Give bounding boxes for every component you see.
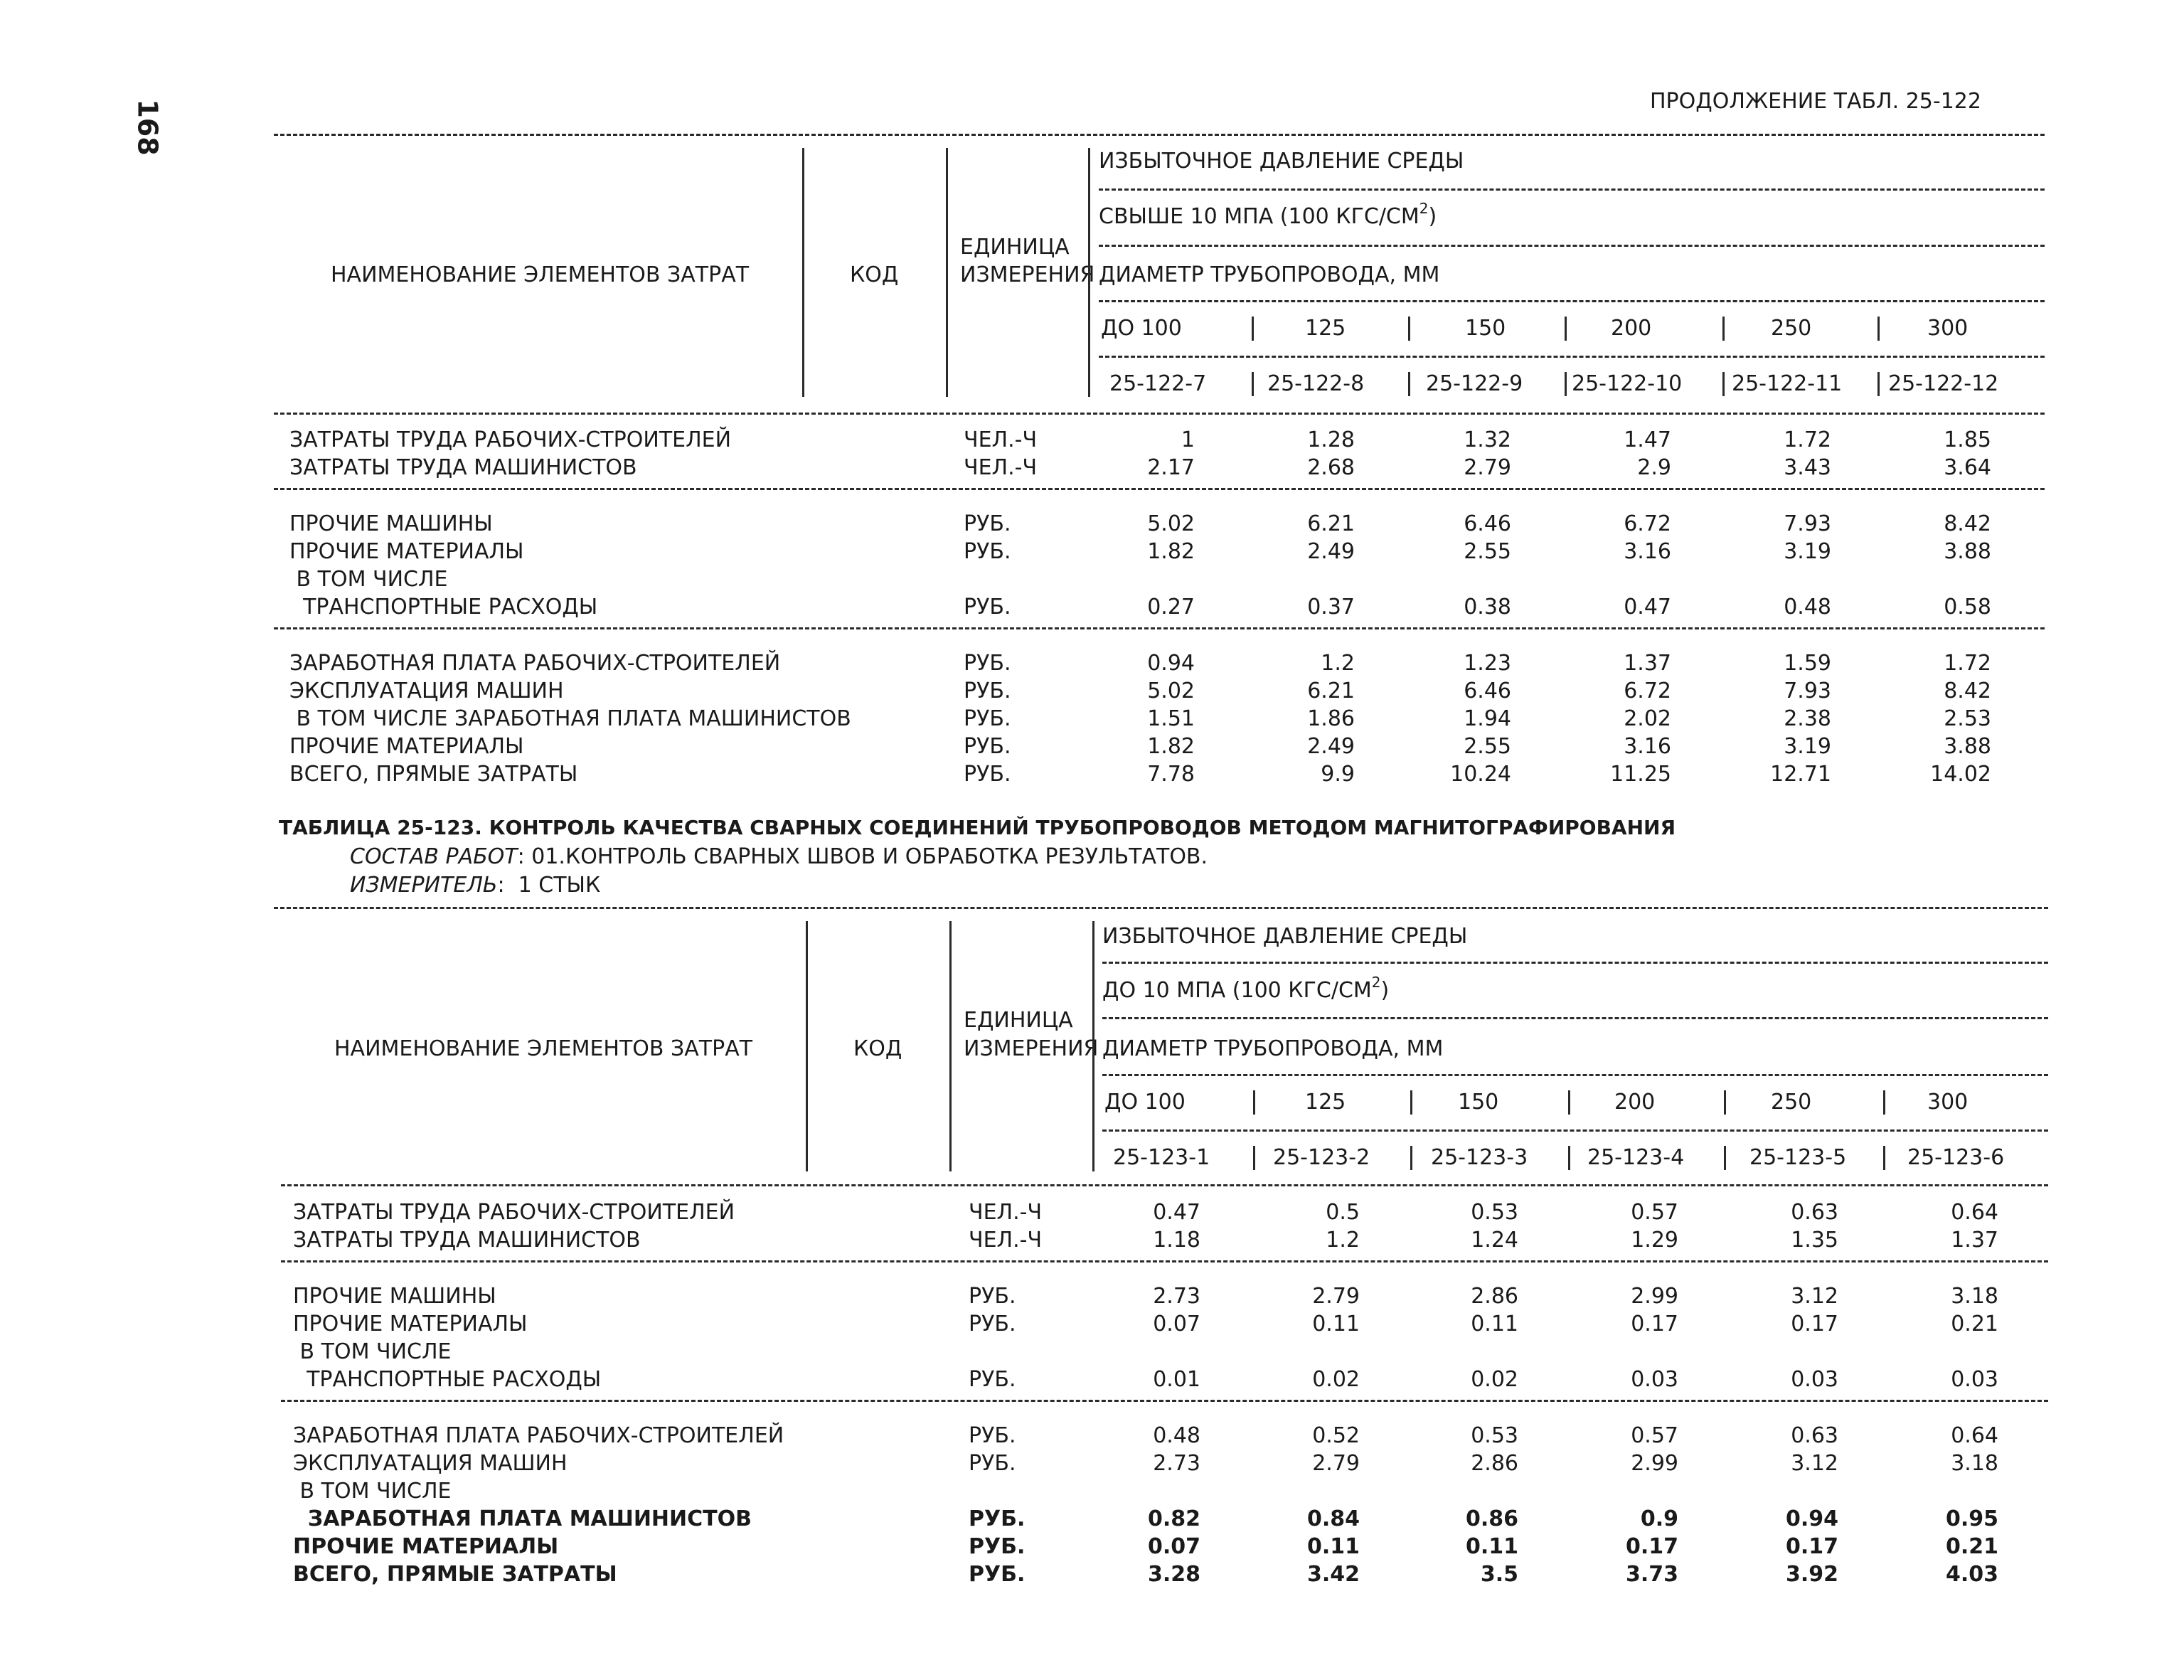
diameter-separator — [1410, 1090, 1412, 1115]
rule — [1102, 1074, 2048, 1076]
row-value: 6.72 — [1624, 511, 1671, 536]
row-value: 6.46 — [1464, 679, 1511, 703]
row-value: 2.99 — [1631, 1451, 1678, 1476]
row-value: 0.48 — [1153, 1423, 1200, 1448]
row-name: ТРАНСПОРТНЫЕ РАСХОДЫ — [289, 595, 598, 620]
code-label: 25-123-4 — [1587, 1145, 1685, 1170]
row-value: 0.57 — [1631, 1423, 1678, 1448]
row-value: 1.72 — [1944, 651, 1991, 676]
header-code-col: КОД — [850, 262, 899, 287]
diameter-separator — [1568, 1090, 1570, 1115]
row-value: 0.48 — [1784, 595, 1831, 620]
header-code-col: КОД — [853, 1036, 902, 1061]
row-name: В ТОМ ЧИСЛЕ — [293, 1479, 452, 1504]
row-value: 3.16 — [1624, 539, 1671, 564]
row-name: ВСЕГО, ПРЯМЫЕ ЗАТРАТЫ — [293, 1562, 617, 1587]
code-separator — [1722, 372, 1725, 396]
row-value: 2.73 — [1153, 1284, 1200, 1309]
row-value: 2.38 — [1784, 706, 1831, 731]
row-value: 7.93 — [1784, 511, 1831, 536]
row-value: 0.38 — [1464, 595, 1511, 620]
row-value: 0.21 — [1951, 1312, 1998, 1336]
row-value: 2.55 — [1464, 734, 1511, 759]
row-value: 5.02 — [1147, 679, 1195, 703]
continuation-label: ПРОДОЛЖЕНИЕ ТАБЛ. 25-122 — [1650, 89, 1981, 114]
row-value: 0.11 — [1465, 1534, 1518, 1559]
row-unit: РУБ. — [964, 651, 1011, 676]
row-value: 3.19 — [1784, 539, 1831, 564]
row-value: 11.25 — [1610, 762, 1671, 787]
row-value: 1.18 — [1153, 1228, 1200, 1253]
row-value: 0.03 — [1631, 1367, 1678, 1392]
row-value: 2.49 — [1307, 734, 1355, 759]
code-separator — [1565, 372, 1567, 396]
row-unit: РУБ. — [964, 706, 1011, 731]
row-value: 0.52 — [1312, 1423, 1360, 1448]
row-value: 0.82 — [1147, 1506, 1200, 1531]
col-separator — [949, 921, 952, 1171]
header-pressure: ИЗБЫТОЧНОЕ ДАВЛЕНИЕ СРЕДЫ — [1102, 924, 1468, 949]
rule — [1099, 356, 2045, 358]
row-value: 1.32 — [1464, 427, 1511, 452]
header-name-col: НАИМЕНОВАНИЕ ЭЛЕМЕНТОВ ЗАТРАТ — [334, 1036, 753, 1061]
row-name: ПРОЧИЕ МАТЕРИАЛЫ — [293, 1534, 559, 1559]
row-name: ПРОЧИЕ МАШИНЫ — [293, 1284, 496, 1309]
rule — [1102, 1017, 2048, 1019]
row-value: 2.02 — [1624, 706, 1671, 731]
row-value: 0.01 — [1153, 1367, 1200, 1392]
diameter-label: 150 — [1458, 1090, 1499, 1115]
row-value: 1.35 — [1791, 1228, 1838, 1253]
rule — [1099, 245, 2045, 247]
row-value: 0.11 — [1306, 1534, 1360, 1559]
row-value: 1.47 — [1624, 427, 1671, 452]
code-label: 25-123-5 — [1749, 1145, 1847, 1170]
rule — [1102, 1129, 2048, 1132]
diameter-label: 125 — [1305, 316, 1346, 341]
row-name: ПРОЧИЕ МАТЕРИАЛЫ — [289, 734, 524, 759]
row-value: 2.99 — [1631, 1284, 1678, 1309]
row-value: 7.93 — [1784, 679, 1831, 703]
rule — [274, 488, 2045, 490]
code-separator — [1253, 1146, 1255, 1170]
row-value: 0.03 — [1791, 1367, 1838, 1392]
row-value: 12.71 — [1770, 762, 1831, 787]
row-value: 0.27 — [1147, 595, 1195, 620]
diameter-separator — [1565, 317, 1567, 341]
row-value: 0.64 — [1951, 1200, 1998, 1225]
row-value: 14.02 — [1930, 762, 1991, 787]
row-value: 1.94 — [1464, 706, 1511, 731]
work-composition: СОСТАВ РАБОТ: 01.КОНТРОЛЬ СВАРНЫХ ШВОВ И ОБРАБОТКА РЕЗУЛЬТАТОВ. — [350, 844, 1208, 869]
code-label: 25-123-6 — [1907, 1145, 2005, 1170]
row-unit: ЧЕЛ.-Ч — [969, 1228, 1043, 1253]
row-value: 0.11 — [1471, 1312, 1518, 1336]
code-label: 25-122-7 — [1109, 371, 1207, 396]
row-value: 0.5 — [1326, 1200, 1360, 1225]
row-value: 3.16 — [1624, 734, 1671, 759]
row-value: 0.07 — [1153, 1312, 1200, 1336]
row-value: 3.12 — [1791, 1284, 1838, 1309]
page-number: 168 — [132, 99, 164, 156]
rule — [274, 413, 2045, 415]
rule — [1099, 300, 2045, 302]
row-value: 2.86 — [1471, 1451, 1518, 1476]
row-value: 1.2 — [1321, 651, 1355, 676]
rule — [1102, 962, 2048, 964]
header-unit-col-1: ЕДИНИЦА — [964, 1008, 1073, 1033]
row-value: 6.46 — [1464, 511, 1511, 536]
header-pressure-range: ДО 10 МПА (100 КГС/$СМ^2$) — [1102, 974, 1390, 1003]
row-value: 1.72 — [1784, 427, 1831, 452]
row-value: 3.5 — [1480, 1562, 1518, 1587]
row-name: ЭКСПЛУАТАЦИЯ МАШИН — [289, 679, 564, 703]
diameter-separator — [1883, 1090, 1885, 1115]
row-name: ЗАРАБОТНАЯ ПЛАТА РАБОЧИХ-СТРОИТЕЛЕЙ — [293, 1423, 784, 1448]
row-value: 2.68 — [1307, 455, 1355, 480]
row-value: 2.79 — [1312, 1451, 1360, 1476]
row-value: 2.9 — [1637, 455, 1671, 480]
row-value: 3.18 — [1951, 1284, 1998, 1309]
diameter-label: 200 — [1611, 316, 1652, 341]
row-name: ПРОЧИЕ МАШИНЫ — [289, 511, 493, 536]
row-unit: РУБ. — [964, 539, 1011, 564]
row-name: В ТОМ ЧИСЛЕ ЗАРАБОТНАЯ ПЛАТА МАШИНИСТОВ — [289, 706, 851, 731]
row-value: 0.47 — [1624, 595, 1671, 620]
row-value: 3.88 — [1944, 734, 1991, 759]
row-value: 8.42 — [1944, 511, 1991, 536]
row-name: ЗАРАБОТНАЯ ПЛАТА МАШИНИСТОВ — [293, 1506, 752, 1531]
row-value: 0.57 — [1631, 1200, 1678, 1225]
rule — [274, 134, 2045, 136]
row-value: 0.37 — [1307, 595, 1355, 620]
row-value: 5.02 — [1147, 511, 1195, 536]
row-name: ТРАНСПОРТНЫЕ РАСХОДЫ — [293, 1367, 602, 1392]
row-value: 3.43 — [1784, 455, 1831, 480]
row-value: 1.37 — [1951, 1228, 1998, 1253]
row-value: 1.82 — [1147, 734, 1195, 759]
row-unit: ЧЕЛ.-Ч — [964, 427, 1038, 452]
row-value: 2.17 — [1147, 455, 1195, 480]
header-diameter: ДИАМЕТР ТРУБОПРОВОДА, ММ — [1099, 262, 1440, 287]
row-unit: РУБ. — [964, 511, 1011, 536]
code-label: 25-122-9 — [1426, 371, 1523, 396]
rule — [281, 1260, 2048, 1262]
row-value: 0.47 — [1153, 1200, 1200, 1225]
row-name: В ТОМ ЧИСЛЕ — [289, 567, 448, 592]
diameter-label: 125 — [1305, 1090, 1346, 1115]
row-unit: РУБ. — [964, 595, 1011, 620]
diameter-separator — [1408, 317, 1410, 341]
row-value: 2.53 — [1944, 706, 1991, 731]
row-value: 2.49 — [1307, 539, 1355, 564]
diameter-label: 300 — [1927, 316, 1969, 341]
row-unit: РУБ. — [964, 734, 1011, 759]
row-value: 1.86 — [1307, 706, 1355, 731]
row-value: 4.03 — [1945, 1562, 1998, 1587]
row-unit: ЧЕЛ.-Ч — [964, 455, 1038, 480]
row-value: 1.2 — [1326, 1228, 1360, 1253]
row-value: 10.24 — [1450, 762, 1511, 787]
row-value: 0.53 — [1471, 1200, 1518, 1225]
row-value: 0.9 — [1640, 1506, 1678, 1531]
row-value: 1.28 — [1307, 427, 1355, 452]
row-name: ЗАТРАТЫ ТРУДА МАШИНИСТОВ — [289, 455, 637, 480]
diameter-separator — [1252, 317, 1254, 341]
code-label: 25-122-11 — [1732, 371, 1843, 396]
row-value: 0.17 — [1631, 1312, 1678, 1336]
row-value: 2.79 — [1312, 1284, 1360, 1309]
row-value: 0.17 — [1791, 1312, 1838, 1336]
row-unit: РУБ. — [969, 1312, 1016, 1336]
row-value: 3.64 — [1944, 455, 1991, 480]
col-separator — [802, 148, 804, 397]
header-pressure: ИЗБЫТОЧНОЕ ДАВЛЕНИЕ СРЕДЫ — [1099, 149, 1464, 174]
row-value: 0.53 — [1471, 1423, 1518, 1448]
row-value: 7.78 — [1147, 762, 1195, 787]
row-value: 2.79 — [1464, 455, 1511, 480]
row-unit: РУБ. — [969, 1451, 1016, 1476]
rule — [281, 1184, 2048, 1186]
header-diameter: ДИАМЕТР ТРУБОПРОВОДА, ММ — [1102, 1036, 1444, 1061]
row-unit: РУБ. — [969, 1534, 1026, 1559]
row-value: 2.86 — [1471, 1284, 1518, 1309]
row-value: 6.72 — [1624, 679, 1671, 703]
diameter-separator — [1724, 1090, 1726, 1115]
row-value: 0.17 — [1785, 1534, 1838, 1559]
col-separator — [806, 921, 808, 1171]
code-label: 25-123-2 — [1273, 1145, 1370, 1170]
row-value: 0.07 — [1147, 1534, 1200, 1559]
row-unit: РУБ. — [964, 679, 1011, 703]
row-unit: РУБ. — [964, 762, 1011, 787]
row-value: 3.28 — [1147, 1562, 1200, 1587]
diameter-label: 300 — [1927, 1090, 1969, 1115]
code-label: 25-122-10 — [1572, 371, 1683, 396]
row-value: 0.21 — [1945, 1534, 1998, 1559]
row-value: 1.23 — [1464, 651, 1511, 676]
code-separator — [1252, 372, 1254, 396]
row-value: 9.9 — [1321, 762, 1355, 787]
diameter-separator — [1722, 317, 1725, 341]
row-unit: РУБ. — [969, 1284, 1016, 1309]
row-value: 3.88 — [1944, 539, 1991, 564]
row-name: ЗАРАБОТНАЯ ПЛАТА РАБОЧИХ-СТРОИТЕЛЕЙ — [289, 651, 781, 676]
header-unit-col-2: ИЗМЕРЕНИЯ — [960, 262, 1095, 287]
row-value: 0.11 — [1312, 1312, 1360, 1336]
header-unit-col-2: ИЗМЕРЕНИЯ — [964, 1036, 1099, 1061]
diameter-label: 200 — [1614, 1090, 1656, 1115]
row-value: 1.82 — [1147, 539, 1195, 564]
row-value: 0.02 — [1471, 1367, 1518, 1392]
code-separator — [1568, 1146, 1570, 1170]
section-title: ТАБЛИЦА 25-123. КОНТРОЛЬ КАЧЕСТВА СВАРНЫХ СОЕДИНЕНИЙ ТРУБОПРОВОДОВ МЕТОДОМ МАГНИТОГРАФИРОВАНИЯ — [279, 816, 1676, 839]
rule — [281, 1400, 2048, 1402]
diameter-label: ДО 100 — [1104, 1090, 1186, 1115]
row-value: 0.64 — [1951, 1423, 1998, 1448]
row-value: 3.42 — [1306, 1562, 1360, 1587]
code-separator — [1410, 1146, 1412, 1170]
rule — [274, 907, 2048, 909]
row-value: 3.73 — [1625, 1562, 1678, 1587]
row-value: 0.63 — [1791, 1423, 1838, 1448]
row-value: 0.02 — [1312, 1367, 1360, 1392]
row-name: ВСЕГО, ПРЯМЫЕ ЗАТРАТЫ — [289, 762, 578, 787]
row-value: 1.51 — [1147, 706, 1195, 731]
row-value: 1.37 — [1624, 651, 1671, 676]
code-separator — [1408, 372, 1410, 396]
row-value: 1.24 — [1471, 1228, 1518, 1253]
row-value: 1.59 — [1784, 651, 1831, 676]
code-separator — [1883, 1146, 1885, 1170]
row-value: 2.55 — [1464, 539, 1511, 564]
row-value: 0.58 — [1944, 595, 1991, 620]
row-name: ЭКСПЛУАТАЦИЯ МАШИН — [293, 1451, 568, 1476]
row-value: 0.84 — [1306, 1506, 1360, 1531]
row-value: 0.17 — [1625, 1534, 1678, 1559]
code-separator — [1877, 372, 1880, 396]
col-separator — [1088, 148, 1090, 397]
row-unit: РУБ. — [969, 1506, 1026, 1531]
code-label: 25-123-3 — [1431, 1145, 1528, 1170]
header-pressure-range: СВЫШЕ 10 МПА (100 КГС/$СМ^2$) — [1099, 200, 1437, 229]
row-unit: ЧЕЛ.-Ч — [969, 1200, 1043, 1225]
row-value: 3.19 — [1784, 734, 1831, 759]
code-separator — [1724, 1146, 1726, 1170]
diameter-label: ДО 100 — [1101, 316, 1182, 341]
row-value: 0.86 — [1465, 1506, 1518, 1531]
row-value: 3.92 — [1785, 1562, 1838, 1587]
row-value: 0.94 — [1785, 1506, 1838, 1531]
diameter-label: 150 — [1465, 316, 1506, 341]
meter: ИЗМЕРИТЕЛЬ: 1 СТЫК — [350, 873, 601, 898]
code-label: 25-122-12 — [1888, 371, 1999, 396]
row-value: 1 — [1181, 427, 1195, 452]
row-value: 1.85 — [1944, 427, 1991, 452]
row-value: 1.29 — [1631, 1228, 1678, 1253]
diameter-label: 250 — [1771, 316, 1812, 341]
diameter-label: 250 — [1771, 1090, 1812, 1115]
row-value: 0.63 — [1791, 1200, 1838, 1225]
row-value: 8.42 — [1944, 679, 1991, 703]
header-unit-col-1: ЕДИНИЦА — [960, 235, 1070, 260]
diameter-separator — [1253, 1090, 1255, 1115]
rule — [1099, 188, 2045, 191]
diameter-separator — [1877, 317, 1880, 341]
row-name: ЗАТРАТЫ ТРУДА РАБОЧИХ-СТРОИТЕЛЕЙ — [289, 427, 732, 452]
row-name: ПРОЧИЕ МАТЕРИАЛЫ — [293, 1312, 528, 1336]
col-separator — [946, 148, 948, 397]
row-unit: РУБ. — [969, 1367, 1016, 1392]
rule — [274, 627, 2045, 629]
header-name-col: НАИМЕНОВАНИЕ ЭЛЕМЕНТОВ ЗАТРАТ — [331, 262, 750, 287]
row-name: В ТОМ ЧИСЛЕ — [293, 1339, 452, 1364]
row-name: ЗАТРАТЫ ТРУДА МАШИНИСТОВ — [293, 1228, 641, 1253]
row-value: 6.21 — [1307, 511, 1355, 536]
row-value: 3.18 — [1951, 1451, 1998, 1476]
row-value: 2.73 — [1153, 1451, 1200, 1476]
row-name: ПРОЧИЕ МАТЕРИАЛЫ — [289, 539, 524, 564]
row-value: 3.12 — [1791, 1451, 1838, 1476]
row-value: 6.21 — [1307, 679, 1355, 703]
row-unit: РУБ. — [969, 1423, 1016, 1448]
code-label: 25-122-8 — [1267, 371, 1365, 396]
row-value: 0.95 — [1945, 1506, 1998, 1531]
row-value: 0.03 — [1951, 1367, 1998, 1392]
row-name: ЗАТРАТЫ ТРУДА РАБОЧИХ-СТРОИТЕЛЕЙ — [293, 1200, 735, 1225]
col-separator — [1092, 921, 1094, 1171]
code-label: 25-123-1 — [1113, 1145, 1210, 1170]
row-value: 0.94 — [1147, 651, 1195, 676]
row-unit: РУБ. — [969, 1562, 1026, 1587]
